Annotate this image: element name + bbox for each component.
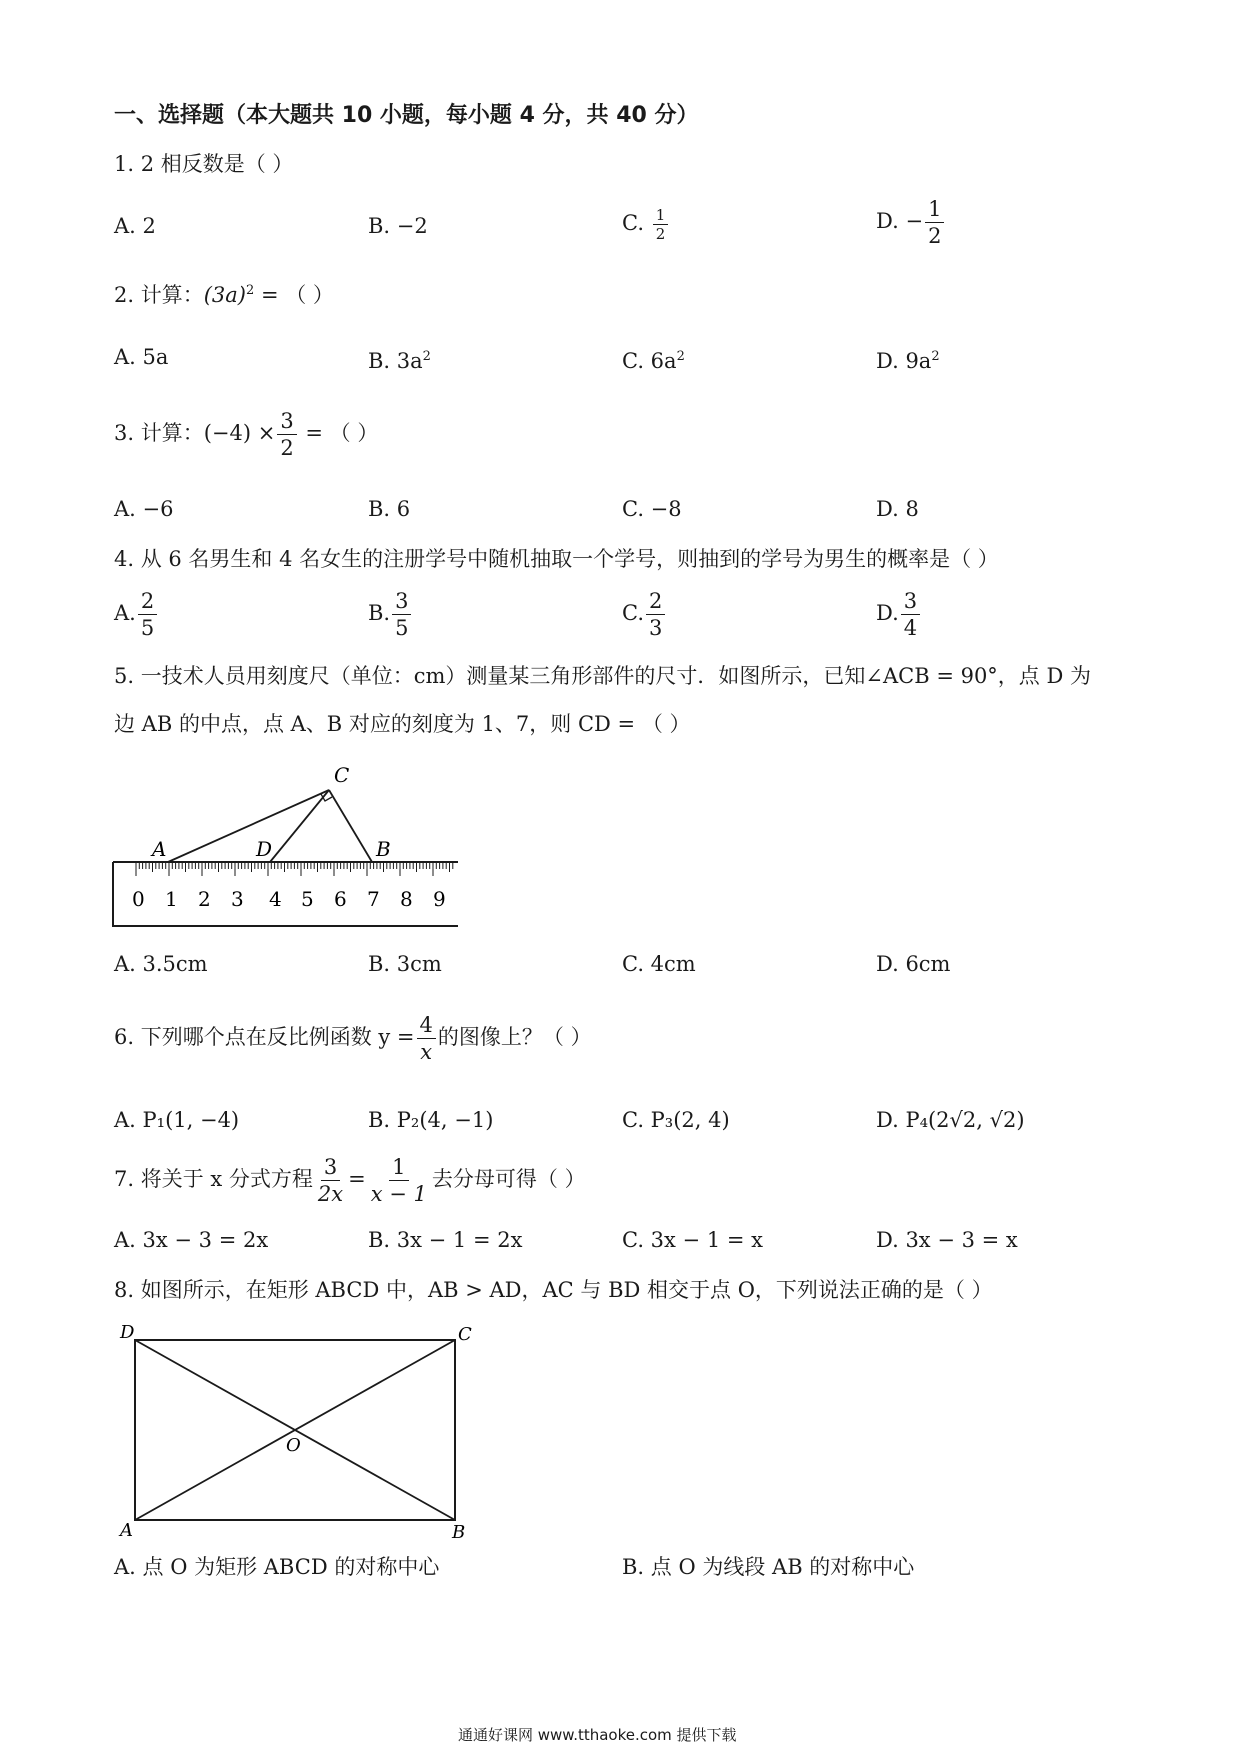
q3-fraction [277,408,296,461]
label-d: D [120,1322,135,1343]
q2-b-label: B. 3a [368,349,423,373]
ruler-number-8: 8 [400,887,413,911]
q2-option-a: A. 5a [114,345,169,369]
q2-d-label: D. 9a [876,349,932,373]
q7-option-d: D. 3x − 3 = x [876,1228,1018,1252]
q7-equals: = [348,1167,366,1191]
q1-d-denominator: 2 [928,224,942,248]
section-title: 一、选择题（本大题共 10 小题，每小题 4 分，共 40 分） [114,103,699,128]
ruler-triangle-figure [108,760,468,935]
q4-a-numerator: 2 [138,588,157,615]
q7-option-b: B. 3x − 1 = 2x [368,1228,523,1252]
question-8-stem: 8. 如图所示，在矩形 ABCD 中，AB > AD，AC 与 BD 相交于点 O，下列说法正确的是（ ） [114,1278,993,1302]
q1-option-d-fraction [925,196,944,249]
q2-option-c [622,343,685,375]
q6-prefix: 6. 下列哪个点在反比例函数 y = [114,1025,415,1049]
ruler-number-5: 5 [301,887,314,911]
q5-option-d: D. 6cm [876,952,951,976]
ruler-number-4: 4 [269,887,282,911]
ruler-number-2: 2 [198,887,211,911]
label-d: D [256,837,273,861]
q7-left-fraction [315,1154,346,1207]
q5-option-b: B. 3cm [368,952,442,976]
q2-c-exponent: 2 [676,349,685,364]
segment-ac [168,790,329,862]
q4-option-d [876,588,922,641]
label-c: C [458,1324,472,1345]
question-5-stem-line2: 边 AB 的中点，点 A、B 对应的刻度为 1、7，则 CD = （ ） [114,712,691,736]
ruler-numbers [132,887,446,911]
q2-option-b [368,343,431,375]
q2-expression: (3a) [203,283,246,307]
q7-left-numerator: 3 [321,1154,340,1181]
question-5-stem-line1: 5. 一技术人员用刻度尺（单位：cm）测量某三角形部件的尺寸．如图所示，已知∠ACB = 90°，点 D 为 [114,664,1091,688]
label-b: B [376,837,391,861]
q7-option-a: A. 3x − 3 = 2x [114,1228,269,1252]
q6-denominator: x [420,1040,433,1064]
q4-option-b [368,588,413,641]
q3-numerator: 3 [277,408,296,435]
q4-d-denominator: 4 [903,616,918,640]
question-4-stem: 4. 从 6 名男生和 4 名女生的注册学号中随机抽取一个学号，则抽到的学号为男生的概率是（ ） [114,547,999,571]
q3-option-c: C. −8 [622,497,682,521]
q5-option-c: C. 4cm [622,952,696,976]
q6-numerator: 4 [417,1012,436,1039]
q8-option-a: A. 点 O 为矩形 ABCD 的对称中心 [114,1555,440,1579]
label-a: A [120,1520,133,1540]
label-a: A [152,837,167,861]
q7-left-denominator: 2x [317,1182,344,1206]
question-6-stem [114,1012,592,1065]
page-footer: 通通好课网 www.tthaoke.com 提供下载 [458,1726,737,1744]
q2-d-exponent: 2 [931,349,940,364]
label-b: B [452,1522,466,1540]
q4-c-numerator: 2 [646,588,665,615]
q3-denominator: 2 [280,436,294,460]
ruler-number-7: 7 [367,887,380,911]
question-2-stem [114,277,334,309]
ruler-ticks [136,862,453,876]
q7-prefix: 7. 将关于 x 分式方程 [114,1167,313,1191]
q4-d-fraction [901,588,920,641]
q3-option-a: A. −6 [114,497,174,521]
q4-d-label: D. [876,601,899,625]
q1-option-c [622,206,670,243]
q7-right-fraction [368,1154,430,1207]
q1-option-d-label: D. [876,209,899,233]
q4-b-denominator: 5 [395,616,409,640]
q3-option-d: D. 8 [876,497,919,521]
question-3-stem [114,408,378,461]
q1-option-a: A. 2 [114,214,156,238]
label-c: C [334,763,350,787]
segment-cd [270,790,329,862]
q7-suffix: 去分母可得（ ） [431,1167,586,1191]
q6-suffix: 的图像上？（ ） [437,1025,592,1049]
q4-d-numerator: 3 [901,588,920,615]
ruler-number-3: 3 [231,887,244,911]
q2-suffix: = （ ） [254,283,334,307]
q6-option-a: A. P₁(1, −4) [114,1108,240,1132]
q1-option-b: B. −2 [368,214,428,238]
q2-c-label: C. 6a [622,349,677,373]
q3-prefix: 3. 计算： [114,421,204,445]
q4-c-denominator: 3 [649,616,663,640]
q3-option-b: B. 6 [368,497,411,521]
q4-c-fraction [646,588,665,641]
q6-fraction [417,1012,436,1065]
q1-c-denominator: 2 [655,225,666,243]
ruler-number-0: 0 [132,887,145,911]
segment-cb [329,790,372,862]
q4-option-a [114,588,159,641]
q3-suffix: = （ ） [298,421,379,445]
q8-option-b: B. 点 O 为线段 AB 的对称中心 [622,1555,915,1579]
q1-option-c-fraction [653,206,669,243]
q5-option-a: A. 3.5cm [114,952,208,976]
q2-exponent: 2 [246,283,255,298]
q2-option-d [876,343,940,375]
q6-option-b: B. P₂(4, −1) [368,1108,494,1132]
q3-expression: (−4) × [203,421,276,445]
q4-a-label: A. [114,601,136,625]
q4-b-numerator: 3 [392,588,411,615]
q1-d-numerator: 1 [925,196,944,223]
q2-prefix: 2. 计算： [114,283,204,307]
q1-d-sign: − [905,209,924,233]
label-o: O [286,1435,301,1456]
q7-right-denominator: x − 1 [370,1182,427,1206]
q1-option-d [876,196,946,249]
q1-c-numerator: 1 [653,206,669,225]
q7-option-c: C. 3x − 1 = x [622,1228,763,1252]
q7-right-numerator: 1 [389,1154,408,1181]
question-7-stem [114,1154,586,1207]
ruler-number-6: 6 [334,887,347,911]
q6-option-d: D. P₄(2√2, √2) [876,1108,1025,1132]
q4-c-label: C. [622,601,644,625]
q4-b-fraction [392,588,411,641]
q4-a-denominator: 5 [140,616,155,640]
q4-a-fraction [138,588,157,641]
rectangle-abcd-figure [110,1318,480,1540]
right-angle-mark [321,794,332,801]
q1-option-c-label: C. [622,211,644,235]
ruler-number-9: 9 [433,887,446,911]
q6-option-c: C. P₃(2, 4) [622,1108,730,1132]
q2-b-exponent: 2 [422,349,431,364]
ruler-number-1: 1 [165,887,178,911]
q4-option-c [622,588,667,641]
q4-b-label: B. [368,601,391,625]
question-1-stem: 1. 2 相反数是（ ） [114,152,294,176]
